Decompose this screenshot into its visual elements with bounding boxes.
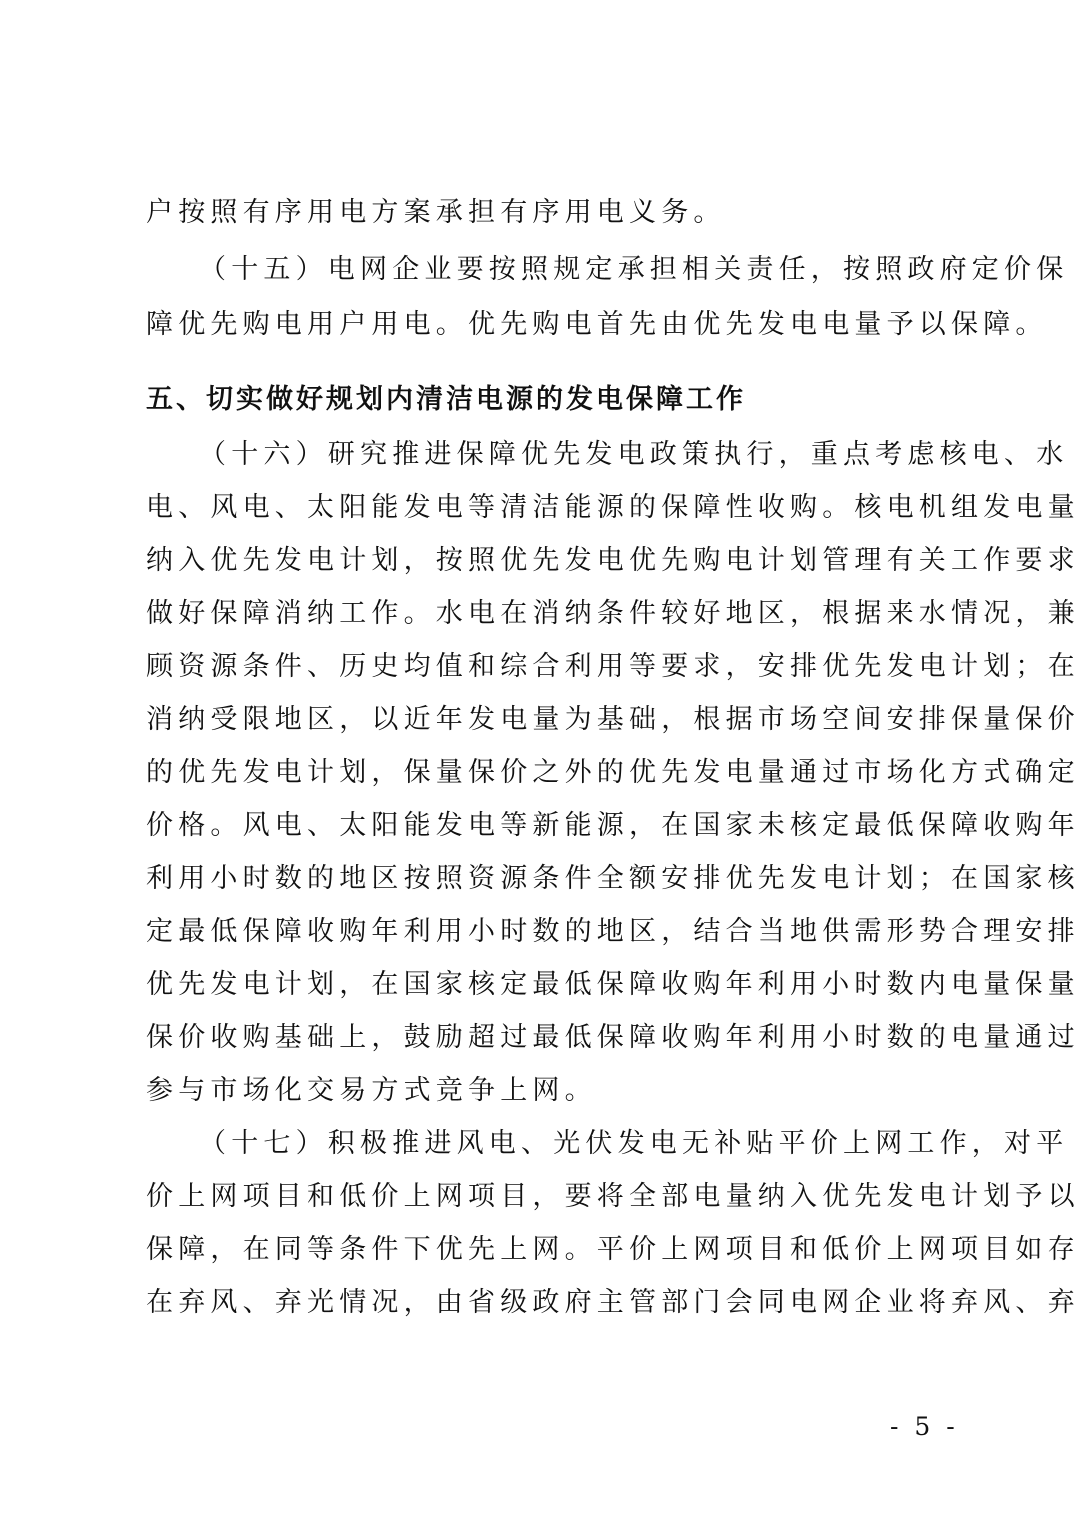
text-line-11: 的优先发电计划，保量保价之外的优先发电量通过市场化方式确定 [146, 757, 1080, 788]
page-number: - 5 - [890, 1412, 959, 1441]
text-line-15: 优先发电计划，在国家核定最低保障收购年利用小时数内电量保量 [146, 969, 1080, 1000]
text-line-6: 电、风电、太阳能发电等清洁能源的保障性收购。核电机组发电量 [146, 492, 1080, 523]
text-line-19: 价上网项目和低价上网项目，要将全部电量纳入优先发电计划予以 [146, 1181, 1080, 1212]
text-line-20: 保障，在同等条件下优先上网。平价上网项目和低价上网项目如存 [146, 1234, 1080, 1265]
text-line-3: 障优先购电用户用电。优先购电首先由优先发电电量予以保障。 [146, 309, 1048, 340]
text-line-1: 户按照有序用电方案承担有序用电义务。 [146, 197, 726, 228]
text-line-7: 纳入优先发电计划，按照优先发电优先购电计划管理有关工作要求 [146, 545, 1080, 576]
text-line-9: 顾资源条件、历史均值和综合利用等要求，安排优先发电计划；在 [146, 651, 1080, 682]
text-line-2: （十五）电网企业要按照规定承担相关责任，按照政府定价保 [199, 254, 1069, 285]
text-line-14: 定最低保障收购年利用小时数的地区，结合当地供需形势合理安排 [146, 916, 1080, 947]
text-line-13: 利用小时数的地区按照资源条件全额安排优先发电计划；在国家核 [146, 863, 1080, 894]
text-line-12: 价格。风电、太阳能发电等新能源，在国家未核定最低保障收购年 [146, 810, 1080, 841]
text-line-10: 消纳受限地区，以近年发电量为基础，根据市场空间安排保量保价 [146, 704, 1080, 735]
text-line-17: 参与市场化交易方式竞争上网。 [146, 1075, 597, 1106]
text-line-18: （十七）积极推进风电、光伏发电无补贴平价上网工作，对平 [199, 1128, 1069, 1159]
text-line-5: （十六）研究推进保障优先发电政策执行，重点考虑核电、水 [199, 439, 1069, 470]
text-line-8: 做好保障消纳工作。水电在消纳条件较好地区，根据来水情况，兼 [146, 598, 1080, 629]
section-heading: 五、切实做好规划内清洁电源的发电保障工作 [146, 384, 746, 415]
text-line-21: 在弃风、弃光情况，由省级政府主管部门会同电网企业将弃风、弃 [146, 1287, 1080, 1318]
text-line-16: 保价收购基础上，鼓励超过最低保障收购年利用小时数的电量通过 [146, 1022, 1080, 1053]
